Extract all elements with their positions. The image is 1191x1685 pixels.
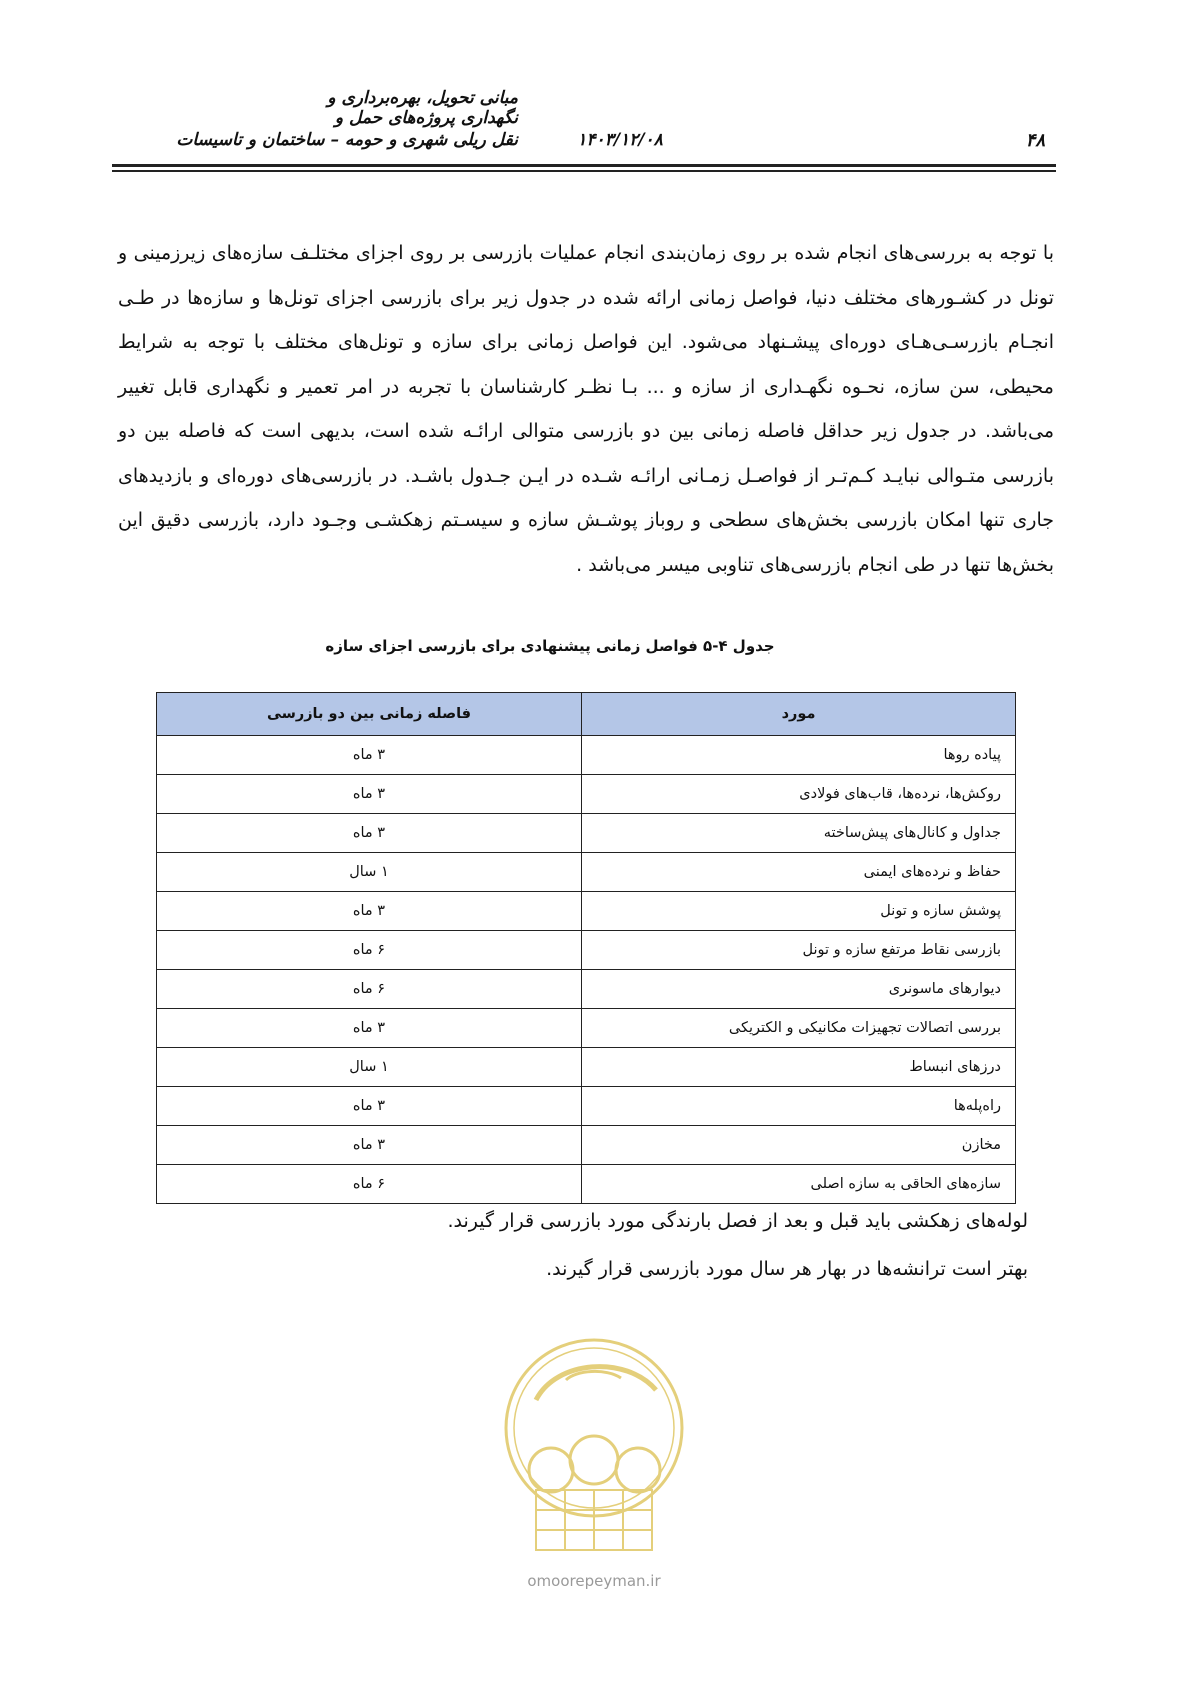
cell-interval: ۳ ماه — [157, 814, 582, 853]
header-rule-thick — [112, 164, 1056, 167]
body-paragraph: با توجه به بررسی‌های انجام شده بر روی زمان‌بندی انجام عملیات بازرسی بر روی اجزای مختلـف سازه‌های زیرزمینی و تونل در کشـورهای مختلف دنیا، فواصل زمانی ارائه شده در جدول زیر برای بازرسی اجزای تونل‌ها و سازه‌ها در طـی انجـام بازرسـی‌هـای دوره‌ای پیشـنهاد می‌شود. این فواصل زمانی برای سازه و تونل‌های مختلف با توجه به شرایط محیطی، سن سازه، نحـوه نگهـداری از سازه و ... بـا نظـر کارشناسان با تجربه در امر تعمیر و نگهداری قابل تغییر می‌باشد. در جدول زیر حداقل فاصله زمانی بین دو بازرسی متوالی ارائـه شده است، بدیهی است که فاصله بین دو بازرسی متـوالی نبایـد کـم‌تـر از فواصـل زمـانی ارائـه شـده در ایـن جـدول باشـد. در بازرسی‌های دوره‌ای و بازدیدهای جاری تنها امکان بازرسی بخش‌های سطحی و روباز پوشـش سازه و سیسـتم زهکشـی وجـود دارد، بازرسی دقیق این بخش‌ها تنها در طی انجام بازرسی‌های تناوبی میسر می‌باشد . — [118, 242, 1054, 576]
omoor-peyman-logo-icon — [496, 1330, 692, 1570]
cell-item: دیوارهای ماسونری — [582, 970, 1016, 1009]
cell-item: جداول و کانال‌های پیش‌ساخته — [582, 814, 1016, 853]
cell-item: پوشش سازه و تونل — [582, 892, 1016, 931]
cell-interval: ۱ سال — [157, 1048, 582, 1087]
table-row — [157, 775, 1016, 814]
table-row — [157, 736, 1016, 775]
column-header-interval: فاصله زمانی بین دو بازرسی — [157, 693, 582, 736]
table-row — [157, 931, 1016, 970]
page-number: ۴۸ — [1025, 130, 1045, 151]
cell-item: بازرسی نقاط مرتفع سازه و تونل — [582, 931, 1016, 970]
table-row — [157, 1048, 1016, 1087]
header-rule-thin — [112, 170, 1056, 172]
cell-item: سازه‌های الحاقی به سازه اصلی — [582, 1165, 1016, 1204]
cell-interval: ۶ ماه — [157, 970, 582, 1009]
cell-interval: ۳ ماه — [157, 736, 582, 775]
table-row — [157, 970, 1016, 1009]
table-body — [157, 736, 1016, 1204]
cell-interval: ۳ ماه — [157, 1087, 582, 1126]
cell-interval: ۶ ماه — [157, 931, 582, 970]
cell-interval: ۳ ماه — [157, 775, 582, 814]
cell-interval: ۳ ماه — [157, 1009, 582, 1048]
cell-item: بررسی اتصالات تجهیزات مکانیکی و الکتریکی — [582, 1009, 1016, 1048]
cell-item: روکش‌ها، نرده‌ها، قاب‌های فولادی — [582, 775, 1016, 814]
cell-item: درزهای انبساط — [582, 1048, 1016, 1087]
table-row — [157, 1126, 1016, 1165]
table-row — [157, 1165, 1016, 1204]
note-drainage-pipes: لوله‌های زهکشی باید قبل و بعد از فصل بارندگی مورد بازرسی قرار گیرند. — [447, 1210, 1028, 1232]
cell-item: حفاظ و نرده‌های ایمنی — [582, 853, 1016, 892]
cell-item: پیاده روها — [582, 736, 1016, 775]
table-caption: جدول ۴-۵ فواصل زمانی پیشنهادی برای بازرسی اجزای سازه — [325, 637, 775, 655]
table-row — [157, 1087, 1016, 1126]
cell-item: مخازن — [582, 1126, 1016, 1165]
cell-interval: ۶ ماه — [157, 1165, 582, 1204]
inspection-interval-table — [156, 692, 1016, 1204]
cell-interval: ۳ ماه — [157, 892, 582, 931]
table-row — [157, 814, 1016, 853]
header-date: ۱۴۰۳/۱۲/۰۸ — [577, 130, 663, 150]
table-row — [157, 892, 1016, 931]
watermark-url: omoorepeyman.ir — [527, 1572, 661, 1590]
cell-item: راه‌پله‌ها — [582, 1087, 1016, 1126]
table-row — [157, 1009, 1016, 1048]
cell-interval: ۳ ماه — [157, 1126, 582, 1165]
table-row — [157, 853, 1016, 892]
cell-interval: ۱ سال — [157, 853, 582, 892]
header-title-line1: مبانی تحویل، بهره‌برداری و نگهداری پروژه‌های حمل و — [327, 88, 518, 128]
header-title-line2: نقل ریلی شهری و حومه – ساختمان و تاسیسات — [176, 130, 518, 150]
column-header-item: مورد — [582, 693, 1016, 736]
note-trenches: بهتر است ترانشه‌ها در بهار هر سال مورد بازرسی قرار گیرند. — [546, 1258, 1028, 1280]
table-header-row — [157, 693, 1016, 736]
